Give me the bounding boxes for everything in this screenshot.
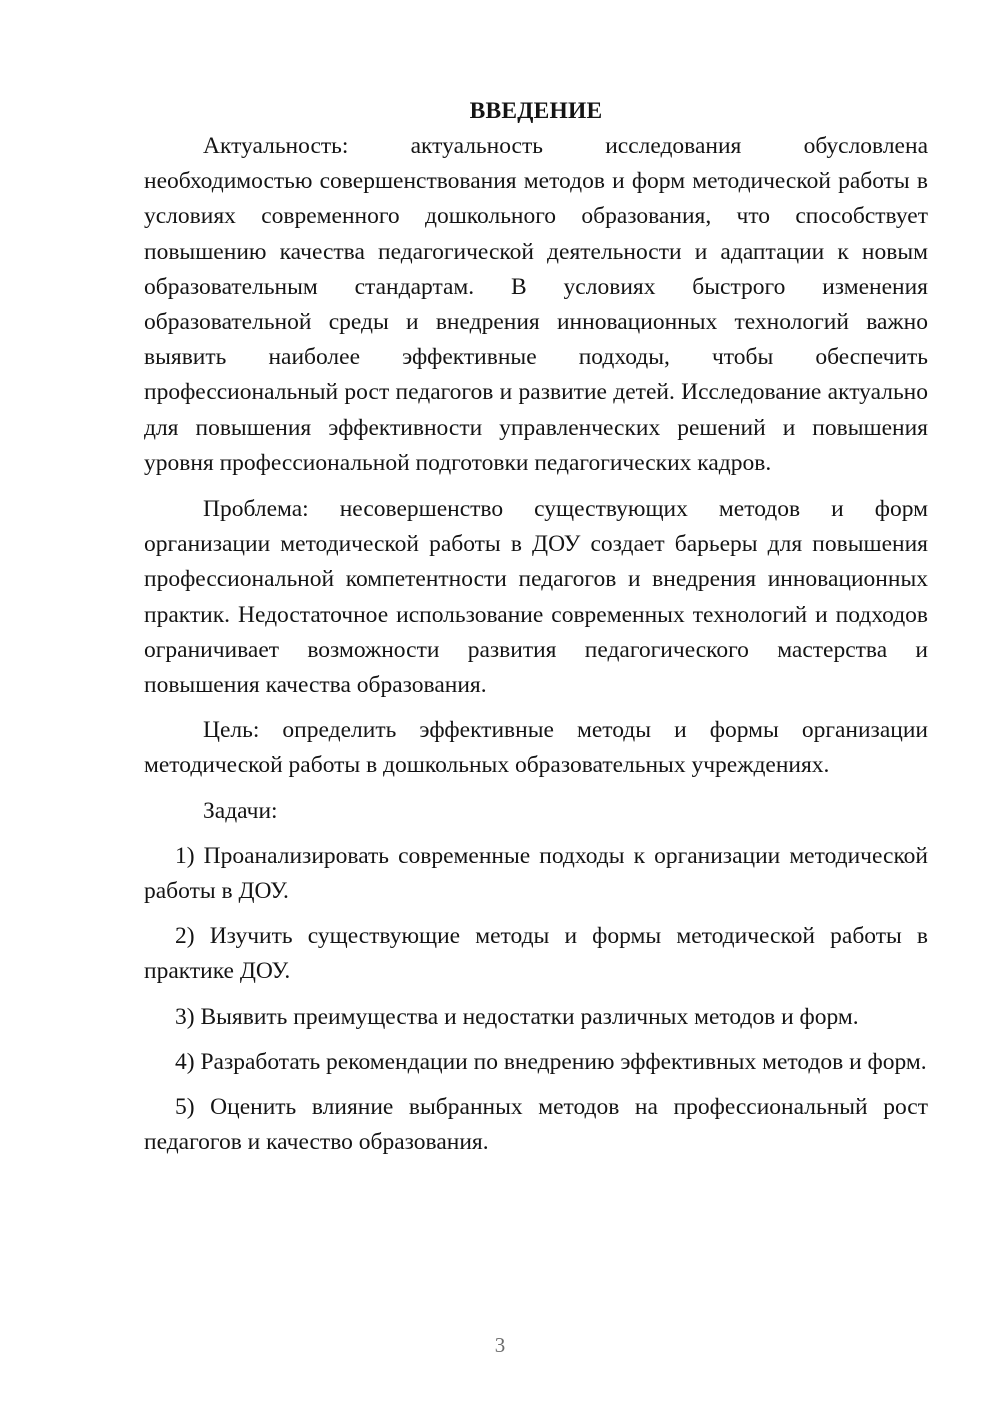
problem-paragraph: Проблема: несовершенство существующих методов и форм организации методической работы в ДОУ создает барьеры для повышения профессиональной компетентности педагогов и внедрения инновационных практик. Недостаточное использование современных технологий и подходов ограничивает возможности развития педагогического мастерства и повышения качества образования. [144, 496, 928, 699]
page-number: 3 [494, 1333, 506, 1357]
task-item-1: 1) Проанализировать современные подходы к организации методической работы в ДОУ. [144, 842, 928, 905]
section-heading: ВВЕДЕНИЕ [469, 98, 603, 124]
task-item-2: 2) Изучить существующие методы и формы методической работы в практике ДОУ. [144, 923, 928, 985]
task-item-5: 5) Оценить влияние выбранных методов на профессиональный рост педагогов и качество образования. [144, 1094, 928, 1156]
goal-paragraph: Цель: определить эффективные методы и формы организации методической работы в дошкольных образовательных учреждениях. [144, 717, 928, 779]
tasks-label: Задачи: [203, 797, 278, 824]
task-item-4: 4) Разработать рекомендации по внедрению эффективных методов и форм. [175, 1048, 927, 1075]
page-content [144, 94, 928, 1160]
relevance-paragraph: Актуальность: актуальность исследования обусловлена необходимостью совершенствования методов и форм методической работы в условиях современного дошкольного образования, что способствует повышению качества педагогической деятельности и адаптации к новым образовательным стандартам. В условиях быстрого изменения образовательной среды и внедрения инновационных технологий важно выявить наиболее эффективные подходы, чтобы обеспечить профессиональный рост педагогов и развитие детей. Исследование актуально для повышения эффективности управленческих решений и повышения уровня профессиональной подготовки педагогических кадров. [144, 133, 928, 476]
task-item-3: 3) Выявить преимущества и недостатки различных методов и форм. [175, 1003, 859, 1030]
